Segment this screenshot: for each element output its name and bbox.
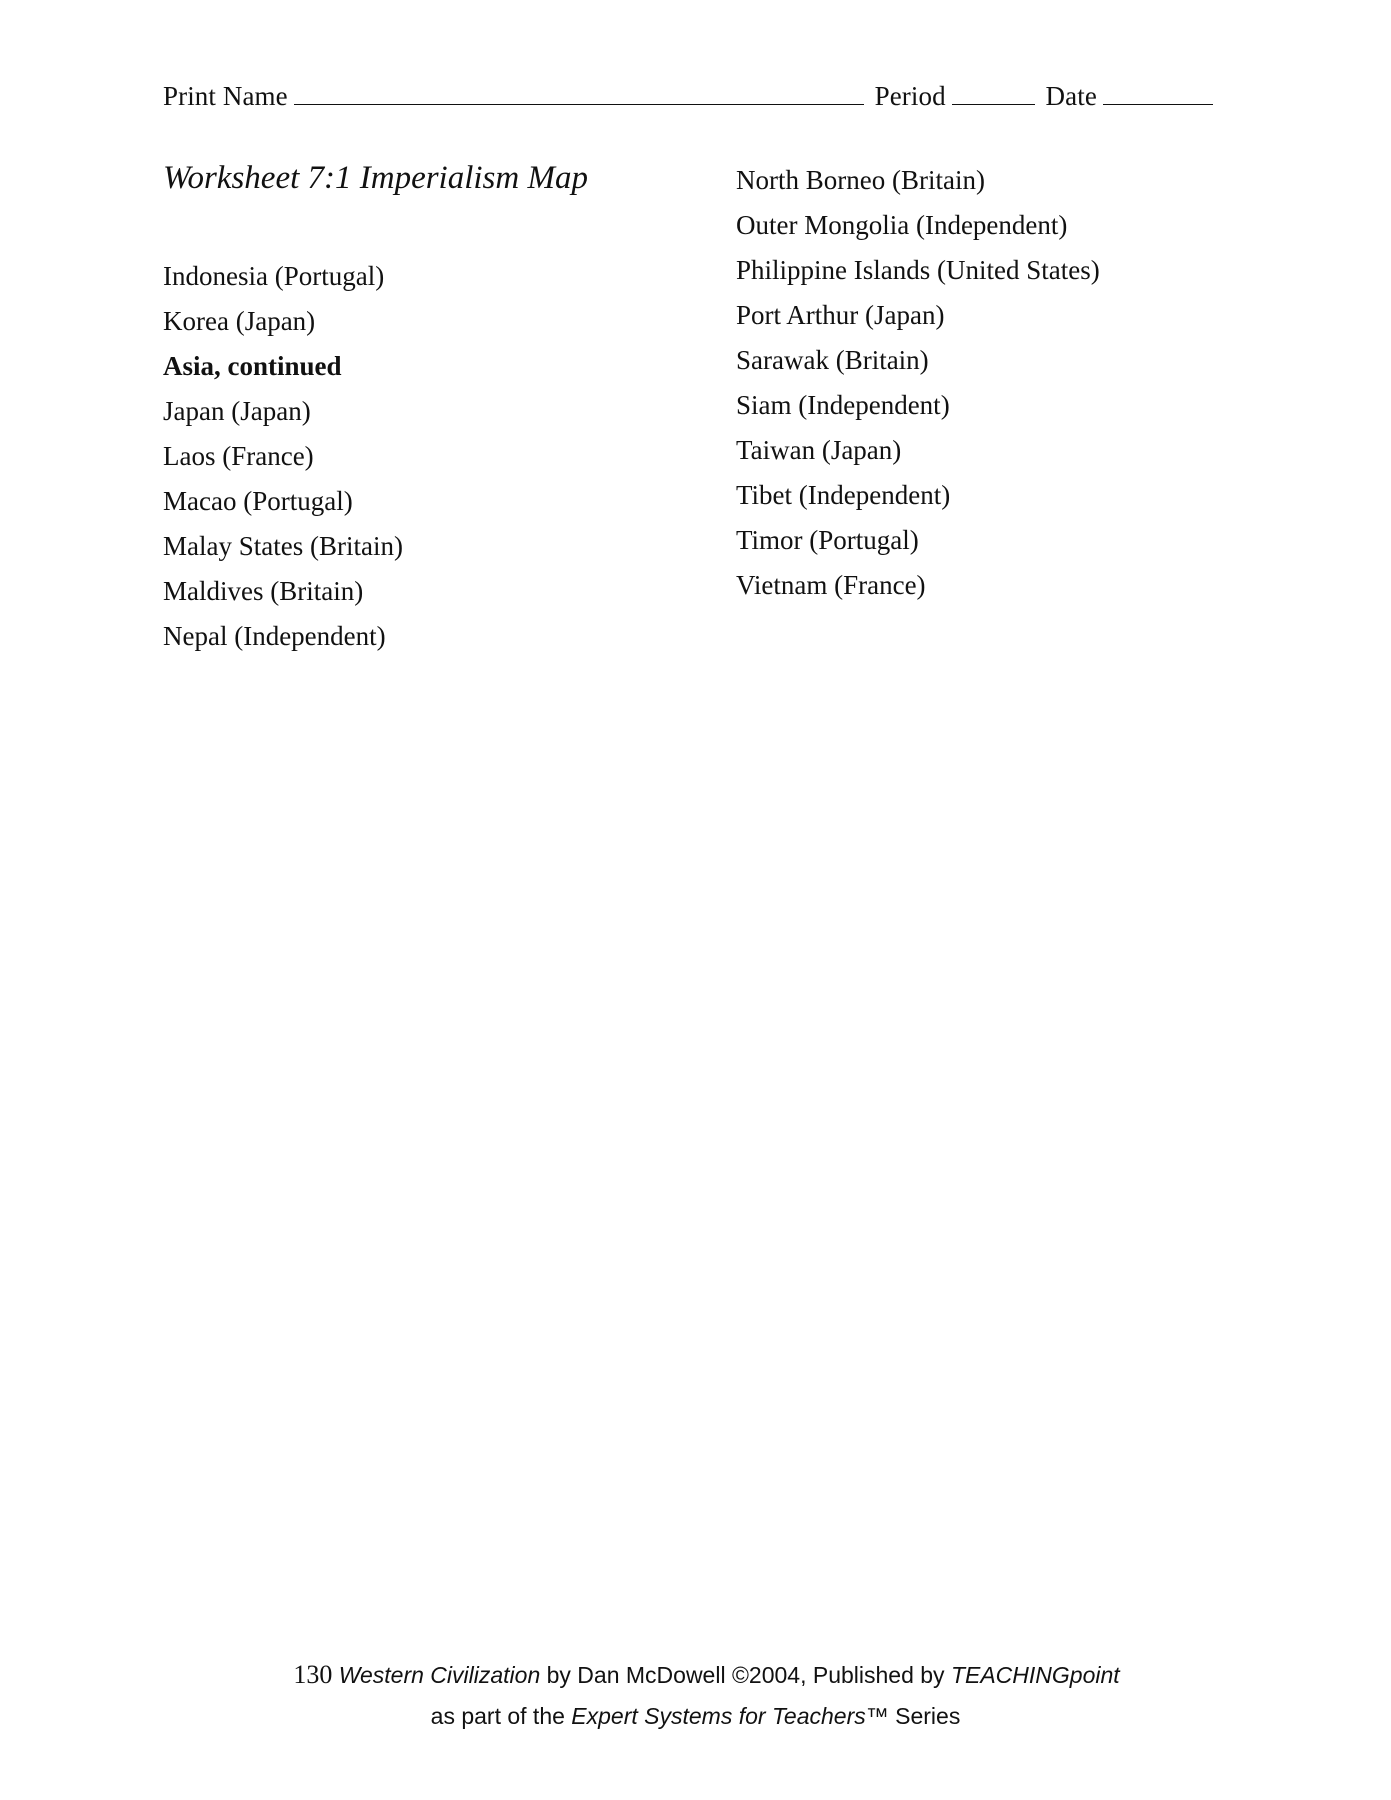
page-number: 130 — [293, 1660, 333, 1689]
list-item: Tibet (Independent) — [736, 480, 951, 510]
list-item: Macao (Portugal) — [163, 486, 353, 516]
list-item: Indonesia (Portugal) — [163, 261, 385, 291]
list-item: Nepal (Independent) — [163, 621, 386, 651]
list-item: Siam (Independent) — [736, 390, 950, 420]
list-item: Laos (France) — [163, 441, 314, 471]
list-item: Maldives (Britain) — [163, 576, 364, 606]
list-item: Timor (Portugal) — [736, 525, 919, 555]
author-credit: by Dan McDowell ©2004, Published by — [540, 1662, 951, 1688]
list-item: Port Arthur (Japan) — [736, 300, 945, 330]
list-item: Korea (Japan) — [163, 306, 316, 336]
list-item: North Borneo (Britain) — [736, 165, 985, 195]
list-item: Japan (Japan) — [163, 396, 311, 426]
period-blank[interactable] — [952, 78, 1035, 105]
right-column-list — [736, 158, 1100, 608]
book-title: Western Civilization — [338, 1662, 541, 1688]
series-suffix: ™ Series — [865, 1703, 961, 1729]
publisher-name: TEACHINGpoint — [950, 1662, 1120, 1688]
print-name-blank[interactable] — [294, 78, 864, 105]
list-item: Vietnam (France) — [736, 570, 926, 600]
footer-credit-line — [0, 1660, 1391, 1690]
section-heading: Asia, continued — [163, 351, 342, 381]
date-blank[interactable] — [1103, 78, 1213, 105]
list-item: Philippine Islands (United States) — [736, 255, 1100, 285]
list-item: Taiwan (Japan) — [736, 435, 902, 465]
list-item: Outer Mongolia (Independent) — [736, 210, 1068, 240]
student-info-header — [163, 78, 1217, 112]
date-label: Date — [1045, 81, 1097, 111]
series-name: Expert Systems for Teachers — [571, 1703, 866, 1729]
left-column-list — [163, 254, 403, 659]
list-item: Sarawak (Britain) — [736, 345, 929, 375]
footer-series-line — [0, 1703, 1391, 1730]
series-prefix: as part of the — [430, 1703, 572, 1729]
period-label: Period — [874, 81, 946, 111]
list-item: Malay States (Britain) — [163, 531, 403, 561]
worksheet-title: Worksheet 7:1 Imperialism Map — [163, 160, 588, 196]
print-name-label: Print Name — [163, 81, 288, 111]
